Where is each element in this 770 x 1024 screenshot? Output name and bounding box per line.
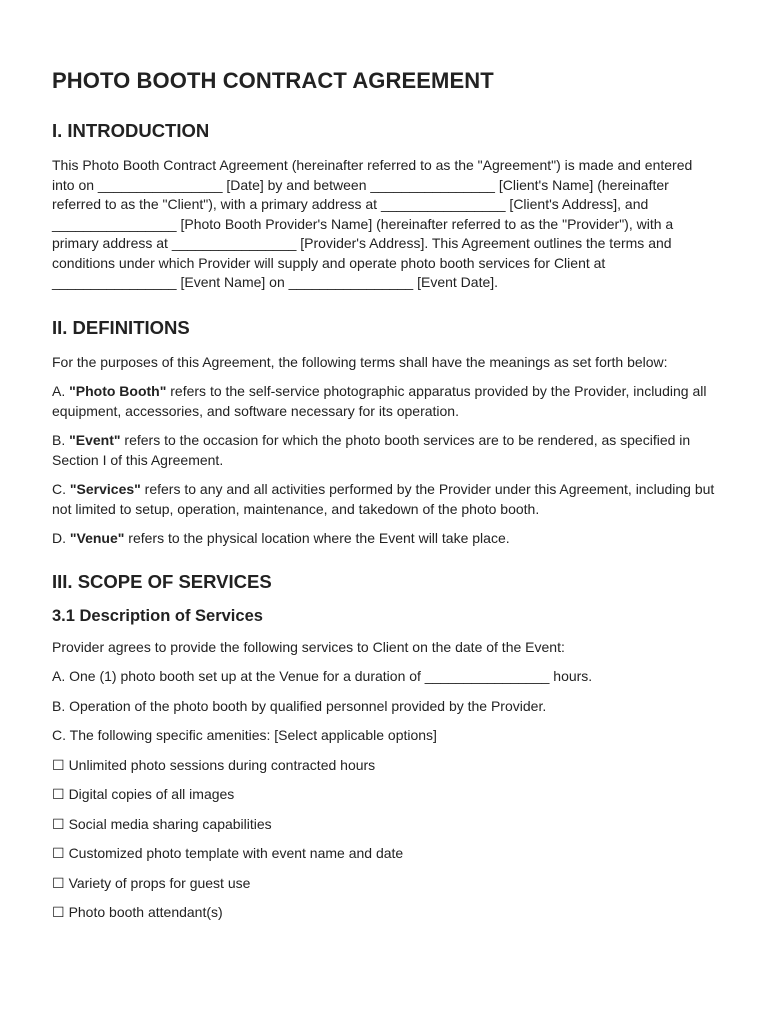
definition-item — [52, 480, 718, 519]
definition-term: "Event" — [69, 432, 121, 448]
definition-term: "Venue" — [69, 530, 125, 546]
definition-prefix: B. — [52, 432, 70, 448]
amenity-option — [52, 815, 718, 835]
definition-item — [52, 431, 718, 470]
definition-term: "Photo Booth" — [69, 383, 167, 399]
introduction-paragraph: This Photo Booth Contract Agreement (hereinafter referred to as the "Agreement") is made and entered into on ________________ [Date] by and between ________________ [Client's Name] (hereinafter referred to as the "Client"), with a primary address at ________________ [Client's Address], and ________________ [Photo Booth Provider's Name] (hereinafter referred to as the "Provider"), with a primary address at ________________ [Provider's Address]. This Agreement outlines the terms and conditions under which Provider will supply and operate photo booth services for Client at ________________ [Event Name] on ________________ [Event Date]. — [52, 157, 693, 290]
checkbox-icon[interactable]: ☐ — [52, 874, 65, 891]
definition-text: refers to any and all activities performed by the Provider under this Agreement, including but not limited to setup, operation, maintenance, and takedown of the photo booth. — [52, 481, 715, 517]
checkbox-icon[interactable]: ☐ — [52, 904, 65, 920]
section-scope-heading: III. SCOPE OF SERVICES — [52, 570, 272, 592]
amenity-option — [52, 756, 718, 776]
amenity-label: Photo booth attendant(s) — [68, 904, 223, 920]
amenity-option — [52, 903, 718, 923]
definition-item — [52, 529, 718, 549]
section-introduction-heading: I. INTRODUCTION — [52, 120, 210, 141]
amenity-label: Unlimited photo sessions during contracted hours — [68, 756, 376, 773]
section-definitions-heading: II. DEFINITIONS — [52, 316, 190, 338]
definition-text: refers to the physical location where the Event will take place. — [124, 530, 510, 546]
scope-item-b: B. Operation of the photo booth by qualified personnel provided by the Provider. — [52, 697, 547, 714]
definition-prefix: A. — [52, 383, 70, 399]
definition-prefix: C. — [52, 481, 70, 497]
scope-item-c: C. The following specific amenities: [Select applicable options] — [52, 727, 437, 743]
checkbox-icon[interactable]: ☐ — [52, 756, 65, 773]
scope-item-a: A. One (1) photo booth set up at the Venue for a duration of ________________ hours. — [52, 668, 593, 684]
definition-text: refers to the self-service photographic apparatus provided by the Provider, including all equipment, accessories, and software necessary for its operation. — [52, 383, 707, 419]
subsection-description-heading: 3.1 Description of Services — [52, 606, 263, 625]
amenity-label: Customized photo template with event name and date — [68, 845, 404, 861]
definition-term: "Services" — [69, 481, 141, 497]
document-title: PHOTO BOOTH CONTRACT AGREEMENT — [52, 68, 494, 93]
scope-intro: Provider agrees to provide the following services to Client on the date of the Event: — [52, 638, 565, 655]
definition-prefix: D. — [52, 530, 70, 546]
definition-text: refers to the occasion for which the photo booth services are to be rendered, as specified in Section I of this Agreement. — [52, 432, 691, 468]
amenity-option — [52, 844, 718, 864]
checkbox-icon[interactable]: ☐ — [52, 845, 65, 861]
amenity-option — [52, 785, 718, 805]
checkbox-icon[interactable]: ☐ — [52, 786, 65, 802]
definitions-intro: For the purposes of this Agreement, the following terms shall have the meanings as set forth below: — [52, 353, 668, 370]
amenity-label: Social media sharing capabilities — [68, 815, 272, 832]
checkbox-icon[interactable]: ☐ — [52, 815, 65, 832]
amenity-option — [52, 874, 718, 894]
amenity-label: Variety of props for guest use — [68, 874, 251, 891]
definition-item — [52, 382, 718, 421]
amenity-label: Digital copies of all images — [68, 786, 235, 802]
